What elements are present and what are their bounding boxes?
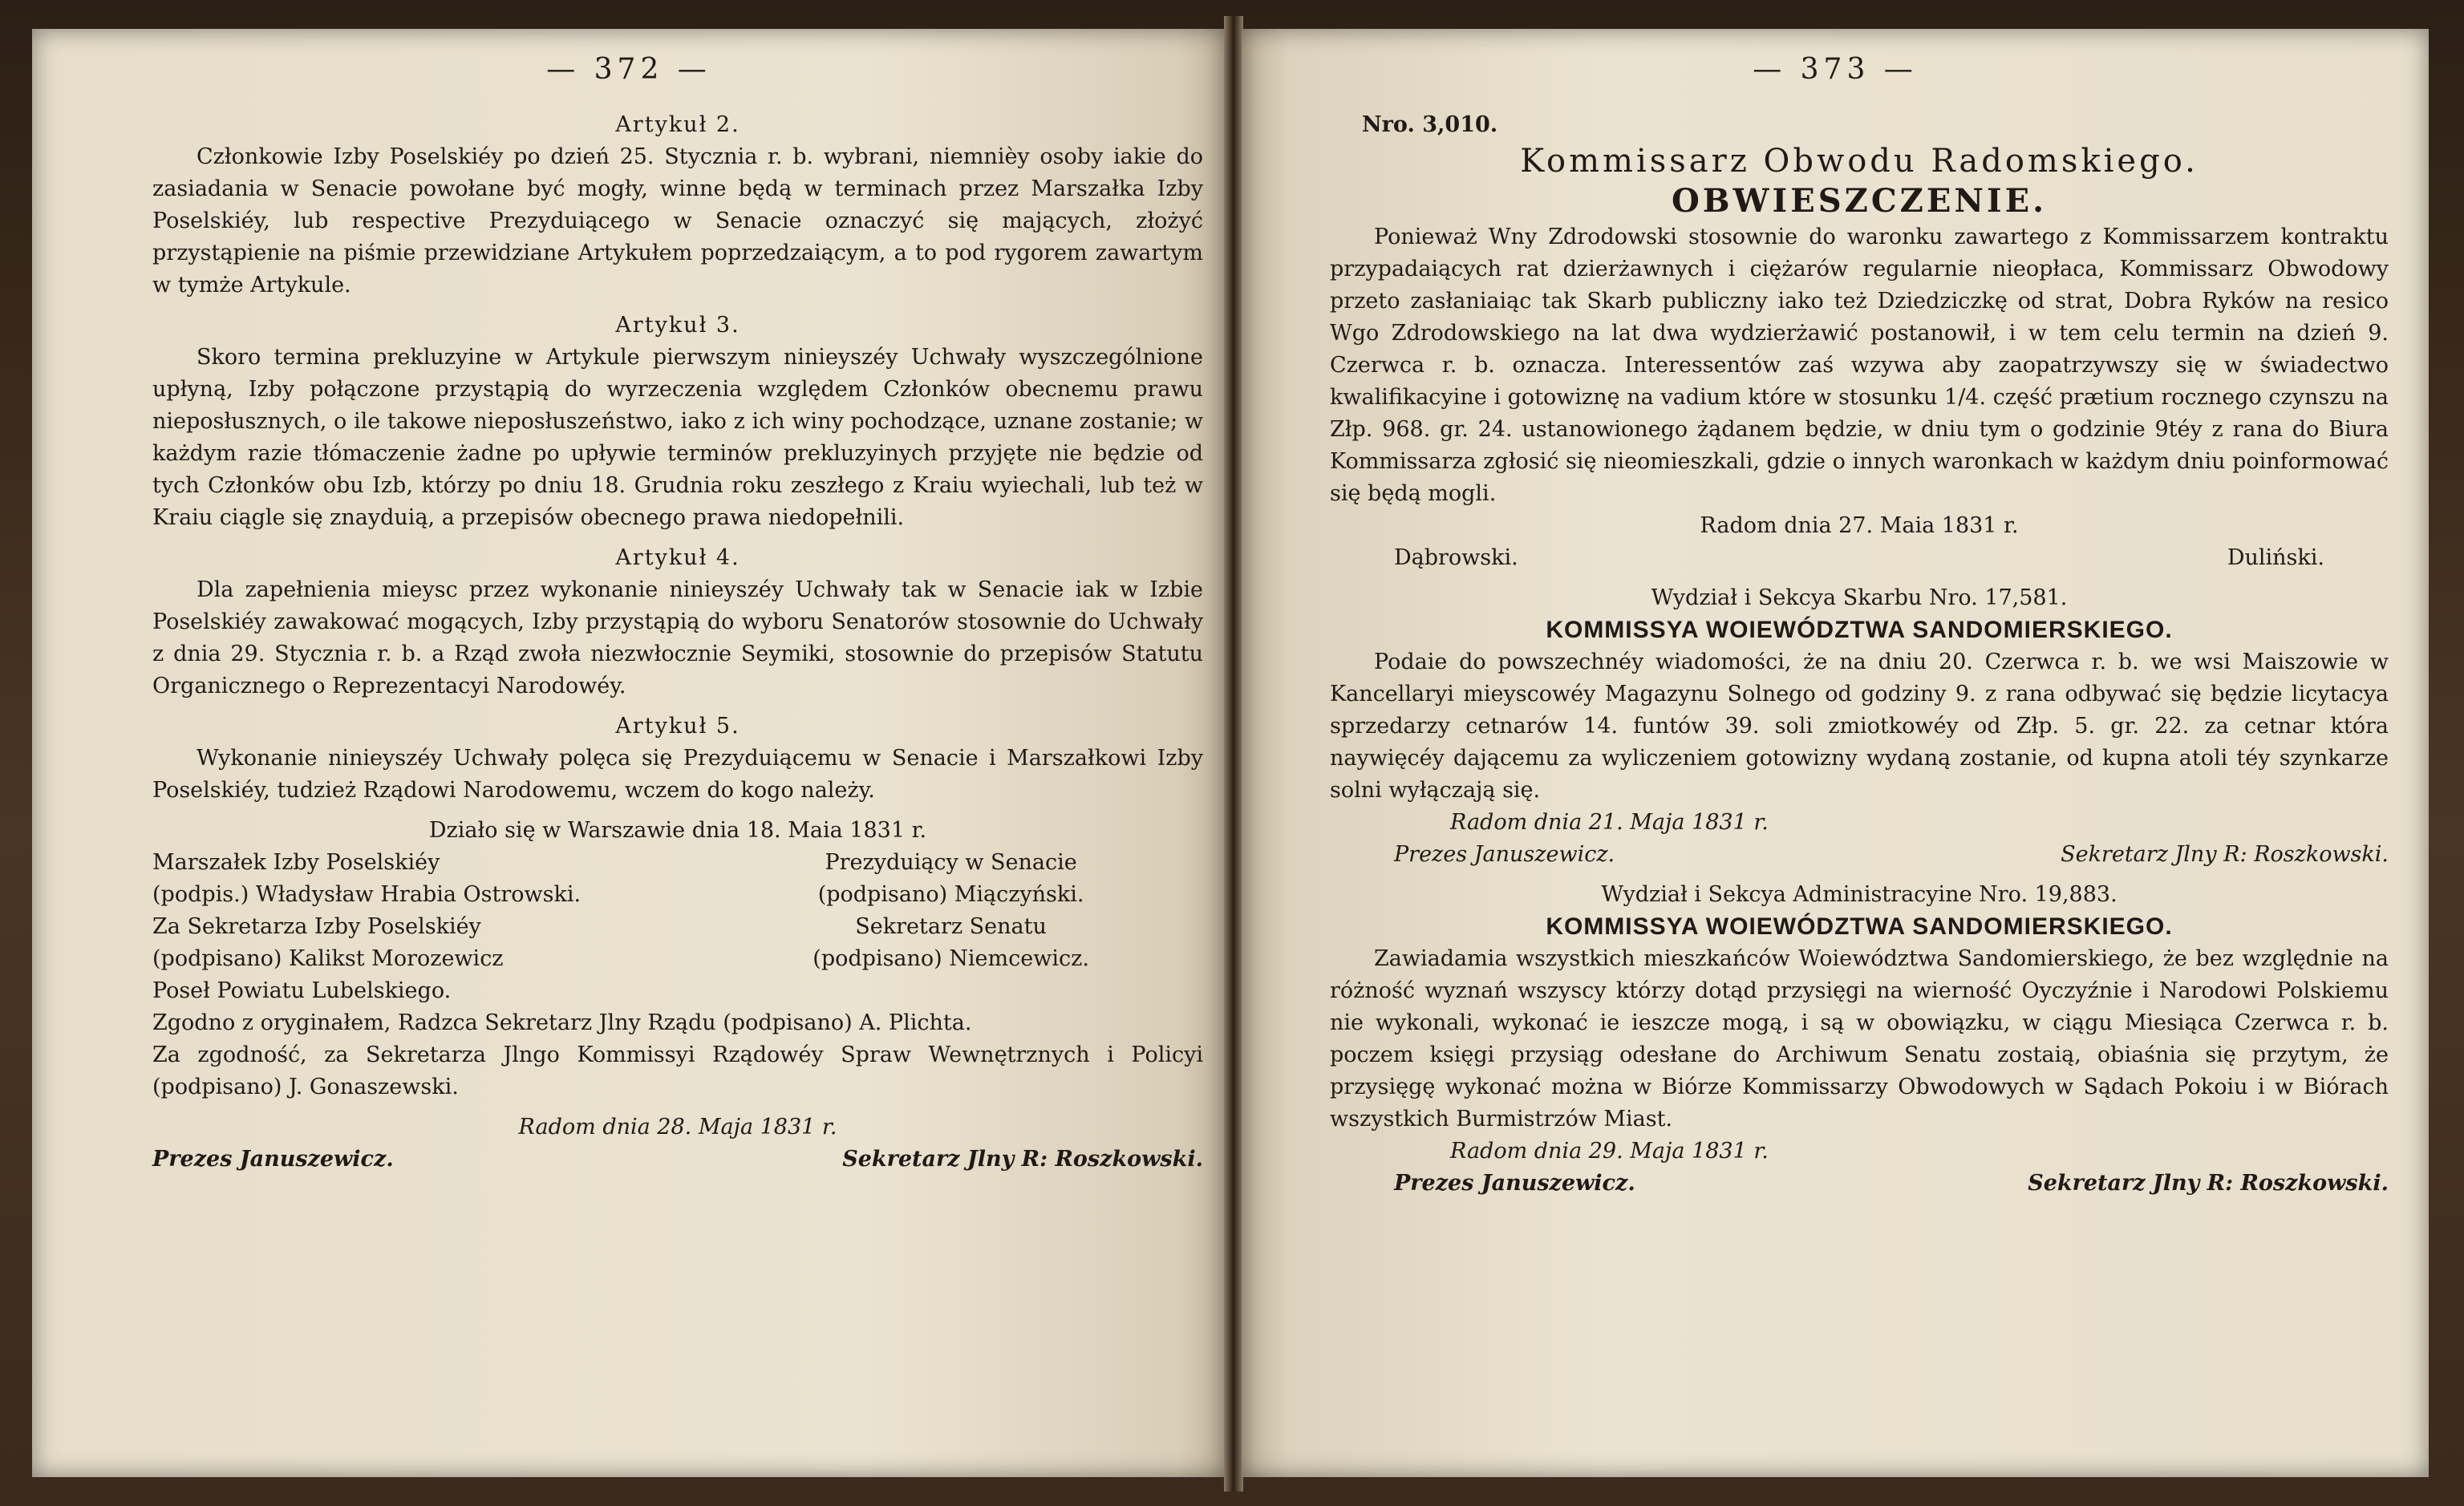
department-line: Wydział i Sekcya Administracyine Nro. 19,883. (1601, 882, 2118, 907)
signature-line: Za Sekretarza Izby Poselskiéy (152, 914, 481, 939)
signature-line: Prezyduiący w Senacie (825, 850, 1077, 875)
book-gutter (1224, 16, 1243, 1492)
signature-line: Marszałek Izby Poselskiéy (152, 850, 440, 875)
page-right (1242, 29, 2429, 1477)
notice-date: Radom dnia 29. Maja 1831 r. (1450, 1139, 1769, 1164)
notice-signature-right: Duliński. (2227, 545, 2324, 570)
signature-right (699, 847, 1203, 1007)
footer-signature-right: Sekretarz Jlny R: Roszkowski. (842, 1147, 1203, 1172)
notice-signature-left: Prezes Januszewicz. (1394, 1171, 1635, 1196)
notice-date: Radom dnia 21. Maja 1831 r. (1450, 810, 1769, 835)
footer-signature-left: Prezes Januszewicz. (152, 1147, 394, 1172)
signature-line: (podpisano) Miączyński. (817, 882, 1084, 907)
page-left-content (152, 109, 1203, 1176)
notice-number: Nro. 3,010. (1362, 112, 1498, 137)
article-text: Dla zapełnienia mieysc przez wykonanie ninieyszéy Uchwały tak w Senacie iak w Izbie Poselskiéy zawakować mogących, Izby przystąpią do wyboru Senatorów stosownie do Uchwały z dnia 29. Stycznia r. b. a Rząd zwoła niezwłocznie Seymiki, stosownie do przepisów Statutu Organicznego o Reprezentacyi Narodowéy. (152, 577, 1203, 698)
notice-signature-left: Dąbrowski. (1394, 545, 1518, 570)
page-number-right: — 373 — (1753, 53, 1918, 86)
article-heading: Artykuł 3. (615, 313, 740, 338)
article-text: Członkowie Izby Poselskiéy po dzień 25. Stycznia r. b. wybrani, niemnièy osoby iakie do zasiadania w Senacie powołane być mogły, winne będą w terminach przez Marszałka Izby Poselskiéy, lub respective Prezyduiącego w Senacie oznaczyć się mających, złożyć przystąpienie na piśmie przewidziane Artykułem poprzedzaiącym, a to pod rygorem zawartym w tymże Artykule. (152, 144, 1203, 298)
commission-title: KOMMISSYA WOIEWÓDZTWA SANDOMIERSKIEGO. (1546, 913, 2173, 940)
notice-title: Kommissarz Obwodu Radomskiego. (1520, 143, 2199, 180)
signature-line: (podpisano) Niemcewicz. (813, 946, 1089, 971)
signature-block (152, 847, 1203, 1007)
done-line: Działo się w Warszawie dnia 18. Maia 1831 r. (428, 818, 927, 843)
notice-signatures (1330, 542, 2389, 574)
signature-line: (podpisano) Kalikst Morozewicz (152, 946, 504, 971)
page-right-content (1330, 109, 2389, 1200)
commission-title: KOMMISSYA WOIEWÓDZTWA SANDOMIERSKIEGO. (1546, 617, 2173, 643)
notice-signature-right: Sekretarz Jlny R: Roszkowski. (2061, 842, 2389, 867)
notice-heading: OBWIESZCZENIE. (1671, 182, 2048, 220)
notice-signatures (1330, 839, 2389, 871)
place-date: Radom dnia 28. Maja 1831 r. (518, 1115, 837, 1140)
conformity-note: Za zgodność, za Sekretarza Jlngo Kommissyi Rządowéy Spraw Wewnętrznych i Policyi (podpisano) J. Gonaszewski. (152, 1042, 1203, 1099)
signature-left (152, 847, 657, 1007)
notice-signatures (1330, 1168, 2389, 1200)
notice-text: Podaie do powszechnéy wiadomości, że na dniu 20. Czerwca r. b. we wsi Maiszowie w Kancellaryi mieyscowéy Magazynu Solnego od godziny 9. z rana odbywać się będzie licytacya sprzedarzy cetnarów 14. funtów 39. soli zmiotkowéy od Złp. 5. gr. 22. za cetnar która naywięcéy dającemu za wyliczeniem gotowizny wydaną zostanie, od kupna atoli téy szynkarze solni wyłączają się. (1330, 650, 2389, 803)
notice-text: Zawiadamia wszystkich mieszkańców Woiewództwa Sandomierskiego, że bez względnie na różność wyznań wszyscy którzy dotąd przysięgi na wierność Oyczyźnie i Narodowi Polskiemu nie wykonali, wykonać ie ieszcze mogą, i są w obowiązku, w ciągu Miesiąca Czerwca r. b. poczem księgi przysiąg odesłane do Archiwum Senatu zostaią, obiaśnia się przytym, że przysięgę wykonać można w Biórze Kommissarzy Obwodowych w Sądach Pokoiu i w Biórach wszystkich Burmistrzów Miast. (1330, 946, 2389, 1132)
department-line: Wydział i Sekcya Skarbu Nro. 17,581. (1651, 585, 2068, 610)
footer-signatures (152, 1144, 1203, 1176)
article-text: Skoro termina prekluzyine w Artykule pierwszym ninieyszéy Uchwały wyszczególnione upłyną, Izby połączone przystąpią do wyrzeczenia względem Członków obecnemu prawu nieposłusznych, o ile takowe nieposłuszeństwo, iako z ich winy pochodzące, uznane zostanie; w każdym razie tłómaczenie żadne po upływie terminów prekluzyinych przyjęte nie będzie od tych Członków obu Izb, którzy po dniu 18. Grudnia roku zeszłego z Kraiu wyiechali, lub też w Kraiu ciągle się znayduią, a przepisów obecnego prawa niedopełnili. (152, 345, 1203, 530)
notice-signature-left: Prezes Januszewicz. (1394, 842, 1615, 867)
article-text: Wykonanie ninieyszéy Uchwały polęca się Prezyduiącemu w Senacie i Marszałkowi Izby Poselskiéy, tudzież Rządowi Narodowemu, wczem do kogo należy. (152, 746, 1203, 803)
article-heading: Artykuł 4. (615, 545, 740, 570)
page-left (32, 29, 1226, 1477)
notice-signature-right: Sekretarz Jlny R: Roszkowski. (2028, 1171, 2389, 1196)
signature-line: Sekretarz Senatu (855, 914, 1047, 939)
signature-line: (podpis.) Władysław Hrabia Ostrowski. (152, 882, 582, 907)
notice-text: Ponieważ Wny Zdrodowski stosownie do waronku zawartego z Kommissarzem kontraktu przypadaiących rat dzierżawnych i ciężarów regularnie nieopłaca, Kommissarz Obwodowy przeto zasłaniaiąc tak Skarb publiczny iako też Dziedziczkę od strat, Dobra Ryków na resico Wgo Zdrodowskiego na lat dwa wydzierżawić postanowił, i w tem celu termin na dzień 9. Czerwca r. b. oznacza. Interessentów zaś wzywa aby zaopatrzywszy się w świadectwo kwalifikacyine i gotowiznę na vadium które w stosunku 1/4. część prætium rocznego czynszu na Złp. 968. gr. 24. ustanowionego żądanem będzie, w dniu tym o godzinie 9téy z rana do Biura Kommissarza zgłosić się nieomieszkali, gdzie o innych waronkach w każdym dniu poinformować się będą mogli. (1330, 225, 2389, 506)
article-heading: Artykuł 2. (615, 112, 740, 137)
conformity-note: Zgodno z oryginałem, Radzca Sekretarz Jlny Rządu (podpisano) A. Plichta. (152, 1010, 972, 1035)
signature-line: Poseł Powiatu Lubelskiego. (152, 978, 452, 1003)
article-heading: Artykuł 5. (615, 714, 740, 739)
page-number-left: — 372 — (546, 53, 711, 86)
notice-date: Radom dnia 27. Maia 1831 r. (1700, 513, 2019, 538)
